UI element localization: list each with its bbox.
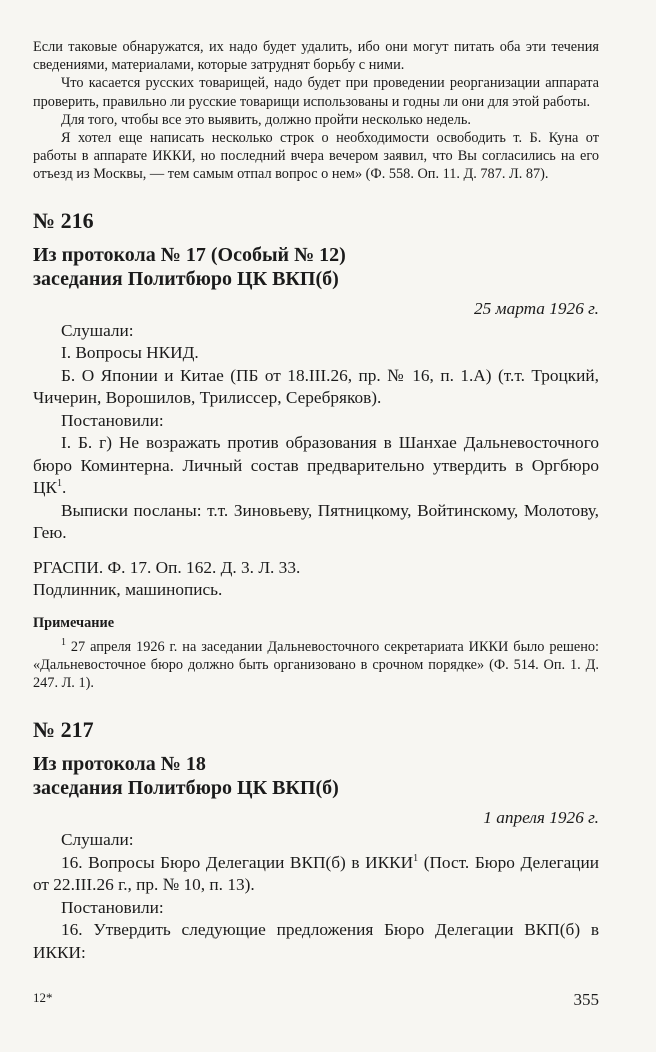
document-date: 1 апреля 1926 г. — [483, 808, 599, 828]
footnote-marker: 1 — [61, 636, 66, 648]
footnote-text — [33, 638, 599, 693]
document-217 — [33, 716, 599, 964]
decided-label: Постановили: — [61, 897, 164, 917]
title-line: заседания Политбюро ЦК ВКП(б) — [33, 267, 339, 290]
heard-item: I. Вопросы НКИД. — [61, 343, 199, 363]
intro-paragraph: Я хотел еще написать несколько строк о необходимости освободить т. Б. Куна от работы в аппарате ИККИ, но последний вчера вечером заявил, что Вы согласились на его отъезд из Москвы, — тем самым отпал вопрос о нем» (Ф. 558. Оп. 11. Д. 787. Л. 87). — [33, 130, 599, 183]
intro-paragraph: Если таковые обнаружатся, их надо будет удалить, ибо они могут питать оба эти течения сведениями, материалами, которые затруднят борьбу с ними. — [33, 39, 599, 74]
note-body — [33, 638, 599, 693]
extracts-text: Выписки посланы: т.т. Зиновьеву, Пятницкому, Войтинскому, Молотову, Гею. — [33, 500, 599, 543]
intro-text — [33, 38, 599, 184]
printer-signature: 12* — [33, 990, 53, 1005]
document-title — [33, 752, 599, 800]
decision-body: I. Б. г) Не возражать против образования в Шанхае Дальневосточного бюро Коминтерна. Личный состав предварительно утвердить в Оргбюро ЦК — [33, 433, 599, 498]
footnote-marker: 1 — [57, 478, 63, 490]
footnote-content: 27 апреля 1926 г. на заседании Дальневосточного секретариата ИККИ было решено: «Дальневосточное бюро должно быть организовано в срочном порядке» (Ф. 514. Оп. 1. Д. 247. Л. 1). — [33, 638, 599, 692]
page-number: 355 — [573, 990, 599, 1009]
document-number: № 217 — [33, 717, 94, 743]
heard-item: Б. О Японии и Китае (ПБ от 18.III.26, пр. № 16, п. 1.А) (т.т. Троцкий, Чичерин, Ворошилов, Трилиссер, Серебряков). — [33, 365, 599, 408]
document-216 — [33, 207, 599, 693]
title-line: Из протокола № 17 (Особый № 12) — [33, 243, 346, 266]
heard-label: Слушали: — [61, 320, 134, 340]
archive-info — [33, 557, 599, 602]
footnote-marker: 1 — [413, 852, 419, 864]
protocol-body — [33, 829, 599, 964]
document-number: № 216 — [33, 207, 94, 233]
heard-item-text: 16. Вопросы Бюро Делегации ВКП(б) в ИККИ — [61, 852, 414, 872]
intro-paragraph: Что касается русских товарищей, надо будет при проведении реорганизации аппарата проверить, правильно ли русские товарищи использованы и годны ли они для этой работы. — [33, 75, 599, 110]
title-line: Из протокола № 18 — [33, 753, 206, 776]
archive-reference: РГАСПИ. Ф. 17. Оп. 162. Д. 3. Л. 33. — [33, 557, 301, 577]
heard-item-text: (Пост. Бюро Делегации от 22.III.26 г., пр. № 10, п. 13). — [33, 852, 599, 895]
heard-item — [33, 852, 599, 897]
document-title — [33, 243, 599, 291]
heard-label: Слушали: — [61, 830, 134, 850]
decided-label: Постановили: — [61, 410, 164, 430]
document-date: 25 марта 1926 г. — [473, 298, 599, 318]
decision-text: 16. Утвердить следующие предложения Бюро Делегации ВКП(б) в ИККИ: — [33, 920, 599, 962]
decision-text — [33, 432, 599, 500]
document-page — [33, 38, 599, 964]
title-line: заседания Политбюро ЦК ВКП(б) — [33, 777, 339, 800]
protocol-body — [33, 320, 599, 545]
archive-note: Подлинник, машинопись. — [33, 580, 223, 600]
note-heading: Примечание — [33, 614, 115, 631]
decision-end: . — [62, 478, 67, 498]
intro-paragraph: Для того, чтобы все это выявить, должно пройти несколько недель. — [61, 111, 472, 128]
